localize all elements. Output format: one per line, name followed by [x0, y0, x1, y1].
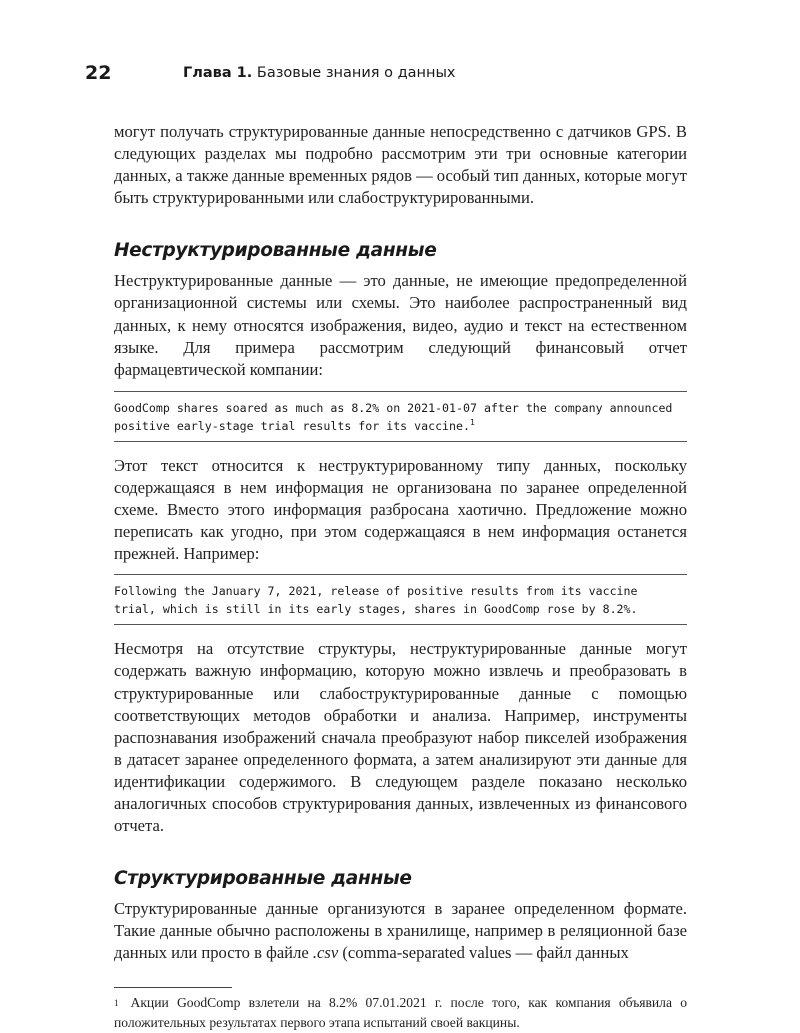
unstructured-paragraph-1: Неструктурированные данные — это данные, не имеющие предопределенной организационной системы или схемы. Это наиболее распространенный вид данных, к нему относятся изображения, видео, аудио и текст на естественном языке. Для примера рассмотрим следующий финансовый отчет фармацевтической компании: [114, 271, 687, 379]
page-content [114, 121, 687, 1033]
footnote-reference: 1 [469, 417, 475, 427]
footnote [114, 993, 687, 1033]
structured-text-after: (comma-separated values — файл данных [338, 943, 629, 963]
chapter-name: Базовые знания о данных [256, 65, 456, 81]
heading-structured: Структурированные данные [114, 868, 412, 890]
unstructured-paragraph-2: Этот текст относится к неструктурированному типу данных, поскольку содержащаяся в нем информация не организована по заранее определенной схеме. Вместо этого информация разбросана хаотично. Предложение можно переписать как угодно, при этом содержащаяся в нем информация останется прежней. Например: [114, 455, 687, 564]
code-example-1-line-2 [114, 417, 687, 435]
code-example-1-line-1: GoodComp shares soared as much as 8.2% on 2021-01-07 after the company announced [114, 400, 673, 415]
chapter-label: Глава 1. [183, 65, 253, 81]
heading-unstructured: Неструктурированные данные [114, 240, 437, 262]
code-example-1-line-2-text: positive early-stage trial results for its vaccine. [114, 418, 470, 433]
unstructured-paragraph-3: Несмотря на отсутствие структуры, неструктурированные данные могут содержать важную информацию, которую можно извлечь и преобразовать в структурированные или слабоструктурированные данные с помощью соответствующих методов обработки и анализа. Например, инструменты распознавания изображений сначала преобразуют набор пикселей изображения в датасет заранее определенного формата, а затем анализируют эти данные для идентификации содержимого. В следующем разделе показано несколько аналогичных способов структурирования данных, извлеченных из финансового отчета. [114, 639, 687, 836]
csv-file-extension: .csv [312, 943, 339, 963]
structured-text-before: Структурированные данные организуются в заранее определенном формате. Такие данные обычно расположены в хранилище, например в реляционной базе данных или просто в файле [114, 899, 687, 963]
chapter-title [183, 65, 456, 81]
code-example-2 [114, 574, 687, 625]
running-header [85, 62, 725, 88]
footnote-divider [114, 987, 232, 988]
code-example-1 [114, 391, 687, 442]
code-example-2-line-1: Following the January 7, 2021, release of positive results from its vaccine [114, 584, 638, 599]
intro-paragraph: могут получать структурированные данные непосредственно с датчиков GPS. В следующих разделах мы подробно рассмотрим эти три основные категории данных, а также данные временных рядов — особый тип данных, которые могут быть структурированными или слабоструктурированными. [114, 122, 688, 208]
structured-paragraph-1 [114, 898, 687, 964]
code-example-2-line-2: trial, which is still in its early stages, shares in GoodComp rose by 8.2%. [114, 602, 638, 617]
page-number: 22 [85, 62, 112, 84]
footnote-number: 1 [114, 998, 119, 1009]
footnote-text: Акции GoodComp взлетели на 8.2% 07.01.2021 г. после того, как компания объявила о положительных результатах первого этапа испытаний своей вакцины. [114, 995, 687, 1031]
